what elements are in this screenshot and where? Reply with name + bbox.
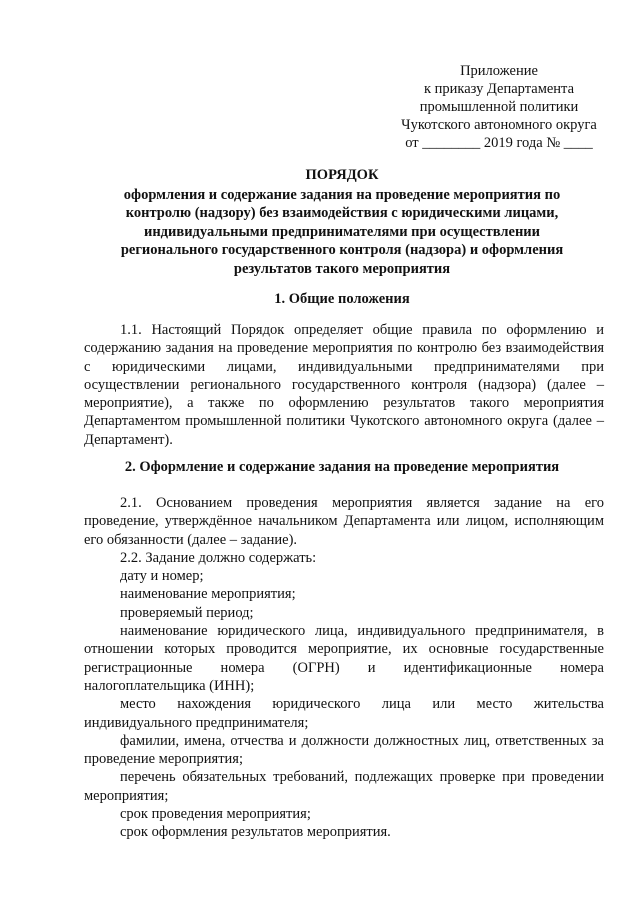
- appendix-line: Чукотского автономного округа: [401, 117, 597, 133]
- paragraph-1-1: 1.1. Настоящий Порядок определяет общие правила по оформлению и содержанию задания на проведение мероприятия по контролю без взаимодействия с юридическими лицами, индивидуальными предпринимателями при осуществлении регионального государственного контроля (надзора) (далее – мероприятие), а также по оформлению результатов такого мероприятия Департаментом промышленной политики Чукотского автономного округа (далее – Департамент).: [84, 322, 604, 448]
- appendix-header: [380, 62, 618, 152]
- list-item: место нахождения юридического лица или место жительства индивидуального предпринимателя;: [84, 696, 604, 731]
- paragraph-2-1: 2.1. Основанием проведения мероприятия является задание на его проведение, утверждённое начальником Департамента или лицом, исполняющим его обязанности (далее – задание).: [84, 495, 604, 548]
- section-2-heading: 2. Оформление и содержание задания на проведение мероприятия: [124, 459, 560, 475]
- appendix-line: к приказу Департамента: [423, 81, 575, 97]
- section-1-body: [84, 321, 604, 449]
- document-subtitle: оформления и содержание задания на проведение мероприятия по контролю (надзору) без взаимодействия с юридическими лицами, индивидуальными предпринимателями при осуществлении регионального государственного контроля (надзора) и оформления результатов такого мероприятия: [120, 186, 564, 277]
- appendix-line: промышленной политики: [419, 99, 579, 115]
- list-item: срок оформления результатов мероприятия.: [120, 824, 391, 841]
- list-item: перечень обязательных требований, подлежащих проверке при проведении мероприятия;: [84, 769, 604, 804]
- section-2-body: [84, 494, 604, 842]
- paragraph-2-2: 2.2. Задание должно содержать:: [120, 549, 317, 566]
- list-item: проверяемый период;: [120, 604, 254, 621]
- list-item: фамилии, имена, отчества и должности должностных лиц, ответственных за проведение мероприятия;: [84, 732, 604, 768]
- appendix-line: Приложение: [460, 63, 538, 79]
- document-title-block: [100, 166, 584, 279]
- section-1-heading: 1. Общие положения: [274, 291, 410, 307]
- list-item: наименование юридического лица, индивидуального предпринимателя, в отношении которых проводится мероприятие, их основные государственные регистрационные номера (ОГРН) и идентификационные номера налогоплательщика (ИНН);: [84, 623, 604, 694]
- list-item: срок проведения мероприятия;: [120, 806, 311, 823]
- list-item: дату и номер;: [120, 568, 204, 585]
- document-title: ПОРЯДОК: [305, 167, 379, 183]
- list-item: наименование мероприятия;: [120, 586, 296, 603]
- appendix-line: от ________ 2019 года № ____: [405, 135, 593, 151]
